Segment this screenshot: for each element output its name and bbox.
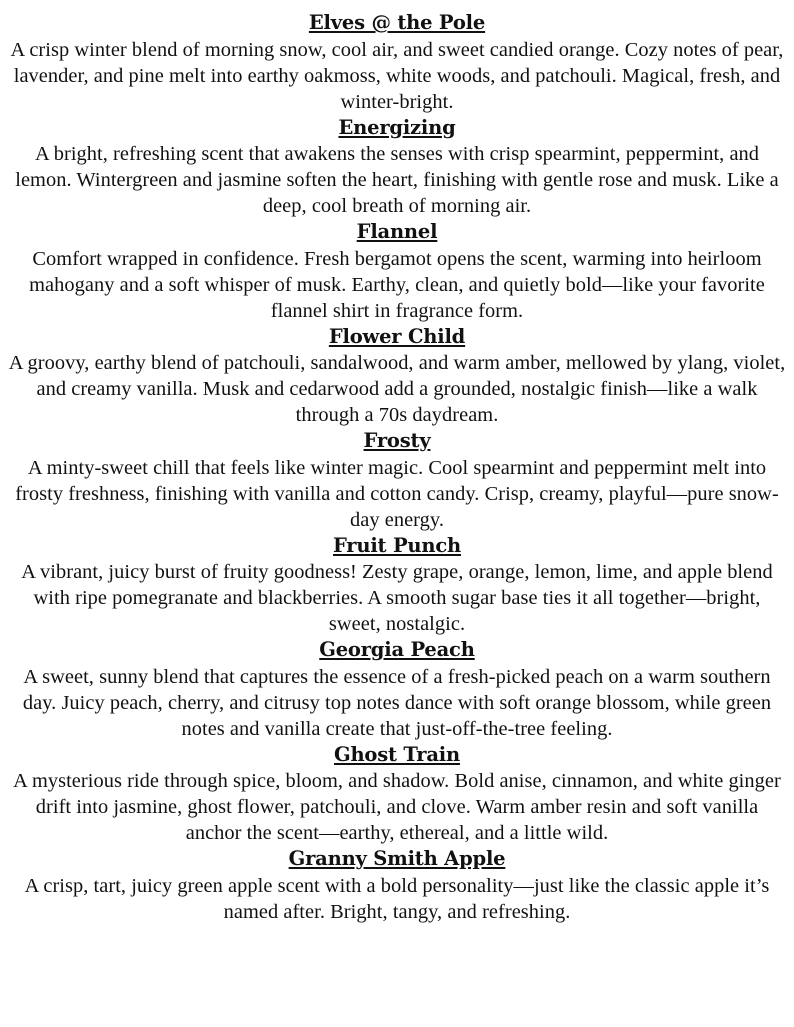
scent-entry-georgia-peach [8, 637, 786, 742]
scent-title: Granny Smith Apple [288, 847, 506, 870]
scent-title: Fruit Punch [332, 533, 462, 557]
scent-entry-frosty [8, 428, 786, 533]
scent-title: Elves @ the Pole [308, 11, 486, 34]
scent-title: Energizing [338, 115, 456, 139]
scent-description: A crisp winter blend of morning snow, cool air, and sweet candied orange. Cozy notes of pear, lavender, and pine melt into earthy oakmoss, white woods, and patchouli. Magical, fresh, and winter-bright. [10, 38, 784, 113]
scent-title: Flower Child [328, 324, 466, 348]
scent-description: A groovy, earthy blend of patchouli, sandalwood, and warm amber, mellowed by ylang, violet, and creamy vanilla. Musk and cedarwood add a grounded, nostalgic finish—like a walk through a 70s daydream. [8, 352, 786, 426]
scent-description: A mysterious ride through spice, bloom, and shadow. Bold anise, cinnamon, and white ginger drift into jasmine, ghost flower, patchouli, and clove. Warm amber resin and soft vanilla anchor the scent—earthy, ethereal, and a little wild. [13, 770, 781, 844]
scent-title: Georgia Peach [319, 638, 475, 661]
scent-description: A sweet, sunny blend that captures the essence of a fresh-picked peach on a warm southern day. Juicy peach, cherry, and citrusy top notes dance with soft orange blossom, while green notes and vanilla create that just-off-the-tree feeling. [22, 665, 772, 740]
scent-title: Flannel [356, 220, 438, 243]
scent-title: Frosty [363, 429, 431, 452]
scent-entry-flannel [8, 219, 786, 324]
scent-entry-fruit-punch [8, 533, 786, 638]
scent-description: A bright, refreshing scent that awakens the senses with crisp spearmint, peppermint, and lemon. Wintergreen and jasmine soften the heart, finishing with gentle rose and musk. Like a deep, cool breath of morning air. [15, 143, 779, 217]
scent-description: A minty-sweet chill that feels like winter magic. Cool spearmint and peppermint melt into frosty freshness, finishing with vanilla and cotton candy. Crisp, creamy, playful—pure snow-day energy. [15, 456, 779, 531]
scent-entry-granny-smith-apple [8, 846, 786, 925]
scent-entry-elves-at-the-pole [8, 10, 786, 115]
scent-description: A crisp, tart, juicy green apple scent with a bold personality—just like the classic apple it’s named after. Bright, tangy, and refreshing. [24, 874, 770, 923]
scent-description: Comfort wrapped in confidence. Fresh bergamot opens the scent, warming into heirloom mahogany and a soft whisper of musk. Earthy, clean, and quietly bold—like your favorite flannel shirt in fragrance form. [29, 247, 765, 322]
scent-list [8, 10, 786, 925]
scent-entry-flower-child [8, 324, 786, 429]
scent-title: Ghost Train [334, 742, 460, 766]
scent-entry-ghost-train [8, 742, 786, 847]
scent-description: A vibrant, juicy burst of fruity goodness! Zesty grape, orange, lemon, lime, and apple blend with ripe pomegranate and blackberries. A smooth sugar base ties it all together—bright, sweet, nostalgic. [21, 561, 773, 635]
scent-entry-energizing [8, 115, 786, 220]
